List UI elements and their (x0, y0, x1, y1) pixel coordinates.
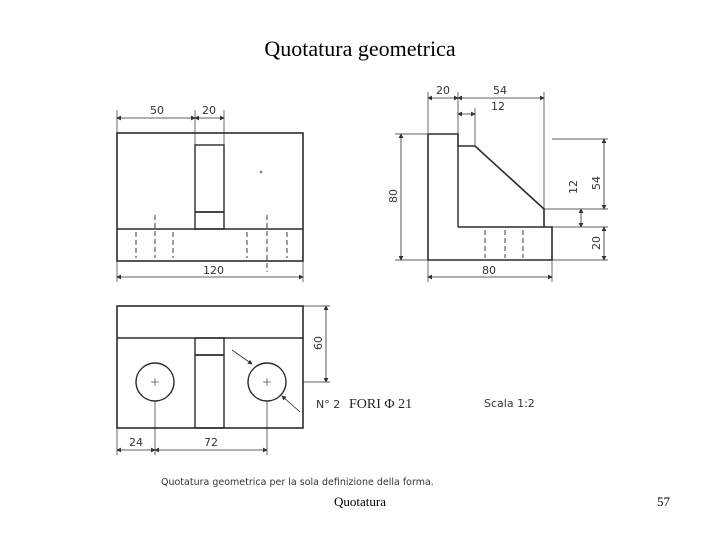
dim-side-12-right: 12 (567, 180, 580, 194)
slide-title: Quotatura geometrica (264, 36, 456, 61)
dim-side-12-top: 12 (491, 100, 505, 113)
holes-count: N° 2 (316, 398, 341, 411)
dim-front-120: 120 (203, 264, 224, 277)
dim-top-24: 24 (129, 436, 143, 449)
drawing-caption: Quotatura geometrica per la sola definizione della forma. (161, 477, 434, 488)
dim-side-80-bottom: 80 (482, 264, 496, 277)
dim-top-60: 60 (312, 336, 325, 350)
dim-front-50: 50 (150, 104, 164, 117)
dim-side-20-right: 20 (590, 236, 603, 250)
dim-side-80-left: 80 (387, 189, 400, 203)
dim-side-54-right: 54 (590, 176, 603, 190)
dim-side-54-top: 54 (493, 84, 507, 97)
footer-label: Quotatura (334, 494, 386, 509)
top-view (117, 306, 330, 455)
scale-label: Scala 1:2 (484, 397, 535, 410)
page-number: 57 (657, 494, 670, 509)
front-view (117, 110, 303, 282)
dim-top-72: 72 (204, 436, 218, 449)
dim-front-20: 20 (202, 104, 216, 117)
holes-note: FORI Φ 21 (349, 397, 413, 412)
dim-side-20-top: 20 (436, 84, 450, 97)
speck-mark (260, 171, 263, 174)
